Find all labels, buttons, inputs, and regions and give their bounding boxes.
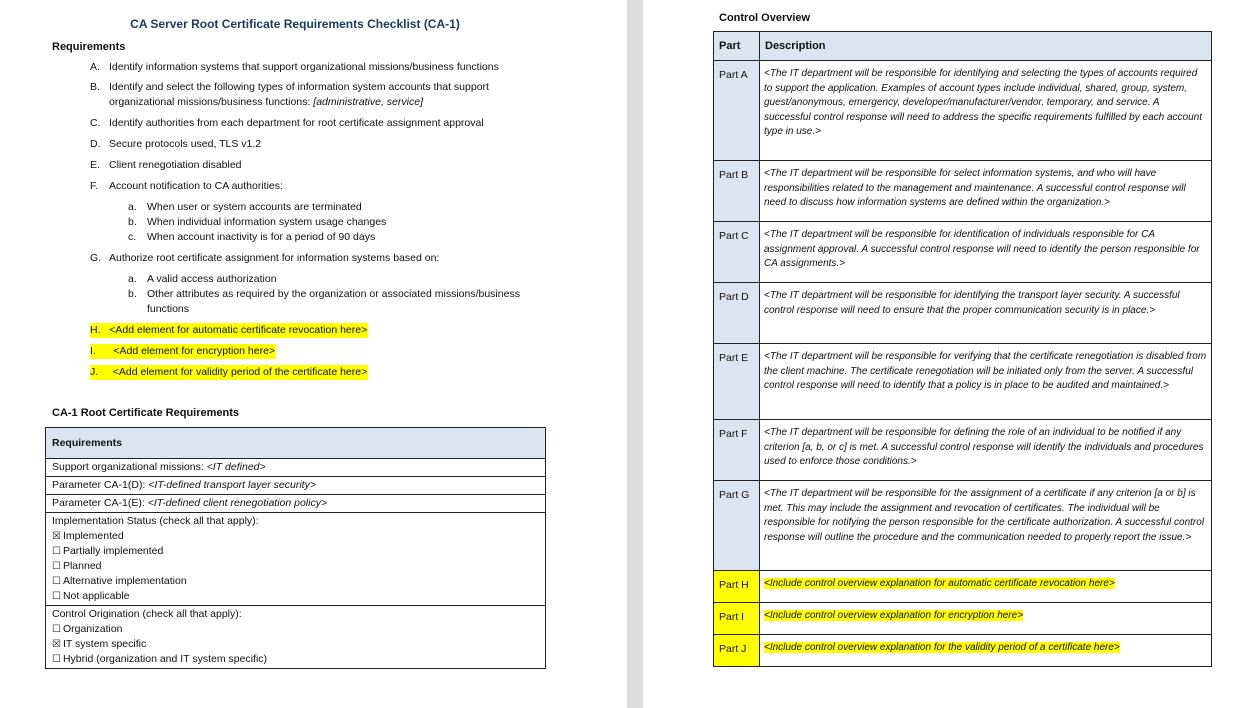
implementation-status-cell: Implementation Status (check all that apply): ☒ Implemented ☐ Partially implemented ☐ Planned ☐ Alternative implementation ☐ Not applicable xyxy=(46,513,546,606)
table-row: Part C <The IT department will be responsible for identification of individuals responsible for CA assignment approval. A successful control response will need to identify the person responsible for CA assignments.> xyxy=(714,222,1212,283)
highlighted-item: J. <Add element for validity period of the certificate here> xyxy=(90,366,368,378)
col-description-header: Description xyxy=(760,32,1212,61)
highlighted-item: I. <Add element for encryption here> xyxy=(90,345,276,357)
table-heading: CA-1 Root Certificate Requirements xyxy=(52,407,240,419)
table-row: Part G <The IT department will be responsible for the assignment of a certificate if any criterion [a or b] is met. This may include the assignment and revocation of certificates. The individual will be responsible for notifying the person responsible for the certificate authorization. A successful control response will outline the procedure and the communication needed to properly report the issue.> xyxy=(714,481,1212,571)
checkbox-planned[interactable]: ☐ Planned xyxy=(52,560,102,572)
table-row: Part A <The IT department will be responsible for identifying and selecting the types of accounts required to support the application. Examples of account types include individual, shared, group, system, guest/anonymous, emergency, developer/manufacturer/vendor, temporary, and service. A successful control response will need to address the specific requirements fulfilled by each account type in use.> xyxy=(714,61,1212,161)
checkbox-hybrid[interactable]: ☐ Hybrid (organization and IT system specific) xyxy=(52,653,268,665)
table-header: Requirements xyxy=(46,428,546,459)
col-part-header: Part xyxy=(714,32,760,61)
ca1-requirements-table xyxy=(45,427,546,669)
table-row-highlighted: Part I <Include control overview explanation for encryption here> xyxy=(714,603,1212,635)
table-row: Part B <The IT department will be responsible for select information systems, and who will have responsibilities related to the management and maintenance. A successful control response will need to discuss how information systems are defined within the organization.> xyxy=(714,161,1212,222)
table-row: Parameter CA-1(E): <IT-defined client renegotiation policy> xyxy=(46,495,546,513)
checkbox-it-system-specific[interactable]: ☒ IT system specific xyxy=(52,638,147,650)
table-row-highlighted: Part J <Include control overview explanation for the validity period of a certificate here> xyxy=(714,635,1212,667)
checkbox-implemented[interactable]: ☒ Implemented xyxy=(52,530,124,542)
page-gutter xyxy=(627,0,643,708)
table-header-row xyxy=(714,32,1212,61)
table-row: Parameter CA-1(D): <IT-defined transport layer security> xyxy=(46,477,546,495)
table-row: Support organizational missions: <IT defined> xyxy=(46,459,546,477)
control-overview-heading: Control Overview xyxy=(719,12,811,24)
checkbox-partially-implemented[interactable]: ☐ Partially implemented xyxy=(52,545,164,557)
control-origination-cell: Control Origination (check all that apply): ☐ Organization ☒ IT system specific ☐ Hybrid (organization and IT system specific) xyxy=(46,606,546,669)
requirements-heading: Requirements xyxy=(52,41,126,53)
checkbox-organization[interactable]: ☐ Organization xyxy=(52,623,123,635)
checkbox-not-applicable[interactable]: ☐ Not applicable xyxy=(52,590,130,602)
left-page: CA Server Root Certificate Requirements Checklist (CA-1) Requirements A. Identify information systems that support organizational missions/business functions B. Identify and select the following types of information system accounts that support organizational missions/business functions: [administrative, service] C. Identify authorities from each department for root certificate assignment approval D. Secure protocols used, TLS v1.2 E. Client renegotiation disabled F. Account notification to CA authorities: a. When user or system accounts are terminated b. When individual information system usage changes c. When account inactivity is for a period of 90 days G. Authorize root certificate assignment for information systems based on: a. A valid access authorization b. Other attributes as required by the organization or associated missions/business functions H. <Add element for automatic certificate revocation here> I. <Add element for encryption here> J. <Add element for validity period of the certificate here> CA-1 Root Certificate Requirements Requirements Support organizational missions: <IT defined> Parameter CA-1(D): <IT-defined transport layer security> Parameter CA-1(E): <IT-defined client renegotiation policy> Implementation Status (check all that apply): ☒ Implemented ☐ Partially implemented ☐ Planned ☐ Alternative implementation ☐ Not applicable Control Origination (check all that apply): ☐ Organization ☒ IT system specific ☐ Hybrid (organization and IT system specific) xyxy=(0,0,627,708)
table-row: Part D <The IT department will be responsible for identifying the transport layer security. A successful control response will need to ensure that the proper communication security is in place.> xyxy=(714,283,1212,344)
control-overview-table xyxy=(713,31,1212,667)
document-title: CA Server Root Certificate Requirements Checklist (CA-1) xyxy=(130,17,460,31)
table-row: Part F <The IT department will be responsible for defining the role of an individual to be notified if any criterion [a, b, or c] is met. A successful control response will identify the individuals and procedures used to enforce those conditions.> xyxy=(714,420,1212,481)
highlighted-item: H. <Add element for automatic certificate revocation here> xyxy=(90,324,368,336)
table-row: Part E <The IT department will be responsible for verifying that the certificate renegotiation is disabled from the client machine. The certificate renegotiation will be initiated only from the server. A successful control response will need to identify that a policy is in place to be audited and maintained.> xyxy=(714,344,1212,420)
table-row-highlighted: Part H <Include control overview explanation for automatic certificate revocation here> xyxy=(714,571,1212,603)
right-page xyxy=(643,0,1253,708)
checkbox-alternative-implementation[interactable]: ☐ Alternative implementation xyxy=(52,575,187,587)
